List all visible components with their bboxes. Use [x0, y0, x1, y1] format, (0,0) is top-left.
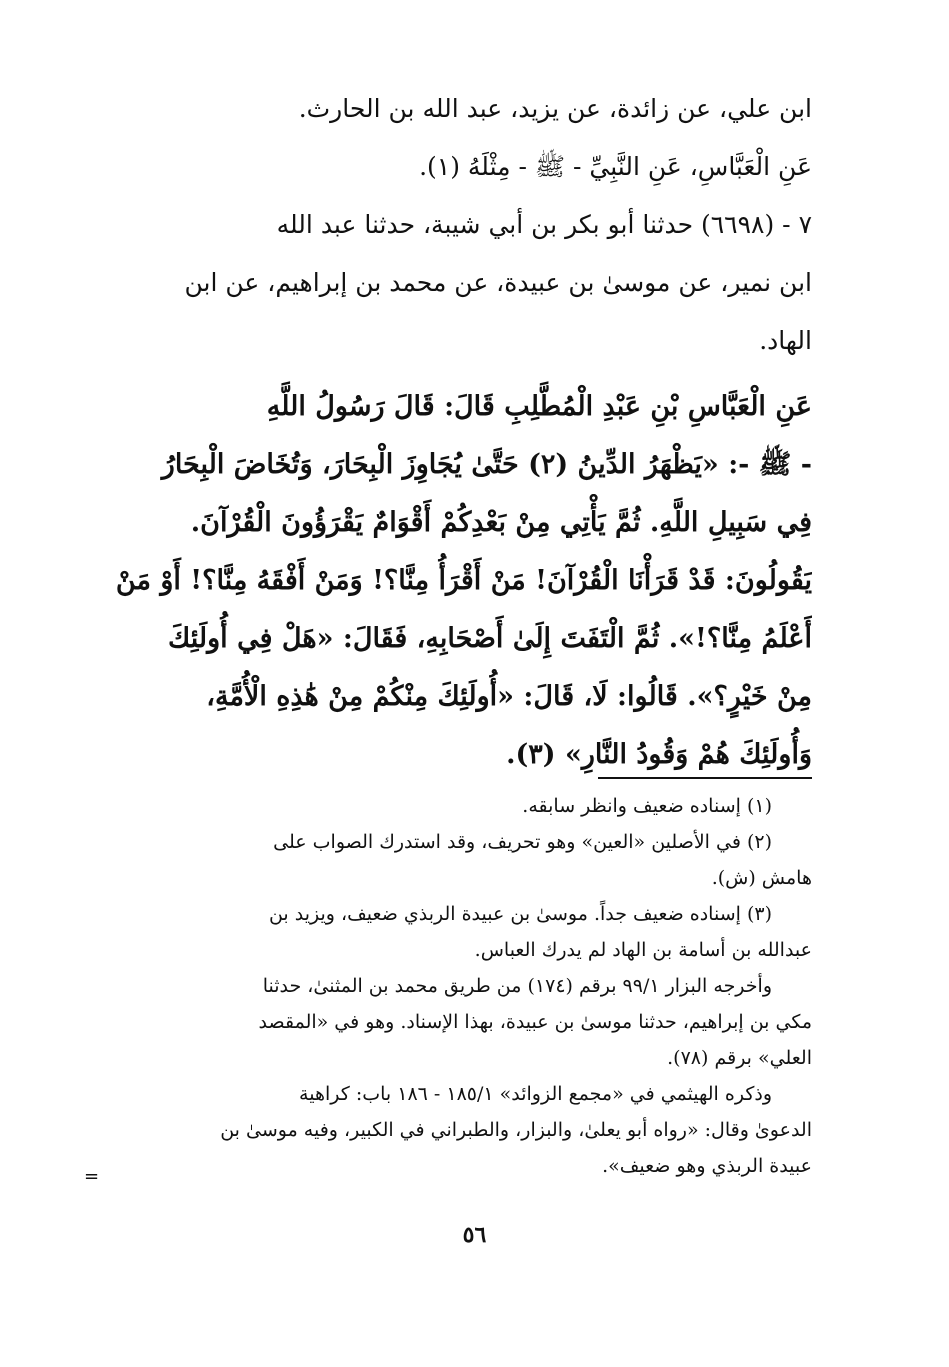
footnote-3-line-8: عبيدة الربذي وهو ضعيف».: [602, 1155, 812, 1177]
footnote-2-line-1: (٢) في الأصلين «العين» وهو تحريف، وقد استدرك الصواب على: [273, 831, 772, 853]
page-number: ٥٦: [462, 1222, 487, 1248]
isnad-line-1: ابن علي، عن زائدة، عن يزيد، عبد الله بن الحارث.: [298, 94, 812, 123]
footnote-2-line-2: هامش (ش).: [711, 867, 812, 889]
isnad-line-4: ابن نمير، عن موسىٰ بن عبيدة، عن محمد بن إبراهيم، عن ابن: [184, 268, 812, 297]
continuation-mark: =: [84, 1166, 100, 1187]
footnote-3-line-7: الدعوىٰ وقال: «رواه أبو يعلىٰ، والبزار، والطبراني في الكبير، وفيه موسىٰ بن: [220, 1119, 812, 1141]
footnote-3-line-2: عبدالله بن أسامة بن الهاد لم يدرك العباس.: [474, 939, 812, 961]
footnote-3-line-1: (٣) إسناده ضعيف جداً. موسىٰ بن عبيدة الربذي ضعيف، ويزيد بن: [268, 903, 772, 925]
hadith-line-6: مِنْ خَيْرٍ؟». قَالُوا: لَا، قَالَ: «أُولَئِكَ مِنْكُمْ مِنْ هَٰذِهِ الْأُمَّةِ،: [206, 681, 812, 712]
hadith-line-7: وَأُولَئِكَ هُمْ وَقُودُ النَّارِ» (٣).: [506, 739, 812, 770]
hadith-line-2: - ﷺ -: «يَظْهَرُ الدِّينُ (٢) حَتَّىٰ يُجَاوِزَ الْبِحَارَ، وَتُخَاضَ الْبِحَارُ: [161, 449, 812, 480]
footnote-3-line-6: وذكره الهيثمي في «مجمع الزوائد» ١٨٥/١ - ١٨٦ باب: كراهية: [299, 1083, 772, 1105]
footnotes: [100, 788, 812, 1184]
isnad-line-2: عَنِ الْعَبَّاسِ، عَنِ النَّبِيِّ - ﷺ - مِثْلَهُ (١).: [419, 152, 812, 181]
footnote-1: (١) إسناده ضعيف وانظر سابقه.: [522, 795, 772, 817]
hadith-line-4: يَقُولُونَ: قَدْ قَرَأْنَا الْقُرْآنَ! مَنْ أَقْرَأُ مِنَّا؟! وَمَنْ أَفْقَهُ مِنَّا؟! أَوْ مَنْ: [115, 565, 812, 596]
footnote-3-line-3: وأخرجه البزار ٩٩/١ برقم (١٧٤) من طريق محمد بن المثنىٰ، حدثنا: [262, 975, 772, 997]
footnote-3-line-4: مكي بن إبراهيم، حدثنا موسىٰ بن عبيدة، بهذا الإسناد. وهو في «المقصد: [258, 1011, 812, 1033]
footnote-3-line-5: العلي» برقم (٧٨).: [667, 1047, 812, 1069]
hadith-line-1: عَنِ الْعَبَّاسِ بْنِ عَبْدِ الْمُطَّلِبِ قَالَ: قَالَ رَسُولُ اللَّهِ: [266, 391, 812, 422]
isnad-line-5: الهاد.: [759, 326, 812, 355]
book-page: [100, 80, 812, 1300]
footnote-divider: [598, 777, 812, 779]
isnad-line-3: ٧ - (٦٦٩٨) حدثنا أبو بكر بن أبي شيبة، حدثنا عبد الله: [276, 210, 812, 239]
hadith-text: [100, 378, 812, 784]
hadith-line-3: فِي سَبِيلِ اللَّهِ. ثُمَّ يَأْتِي مِنْ بَعْدِكُمْ أَقْوَامٌ يَقْرَؤُونَ الْقُرْآنَ.: [190, 507, 812, 538]
hadith-line-5: أَعْلَمُ مِنَّا؟!». ثُمَّ الْتَفَتَ إِلَىٰ أَصْحَابِهِ، فَقَالَ: «هَلْ فِي أُولَئِكَ: [168, 623, 812, 654]
isnad-block: [100, 80, 812, 370]
